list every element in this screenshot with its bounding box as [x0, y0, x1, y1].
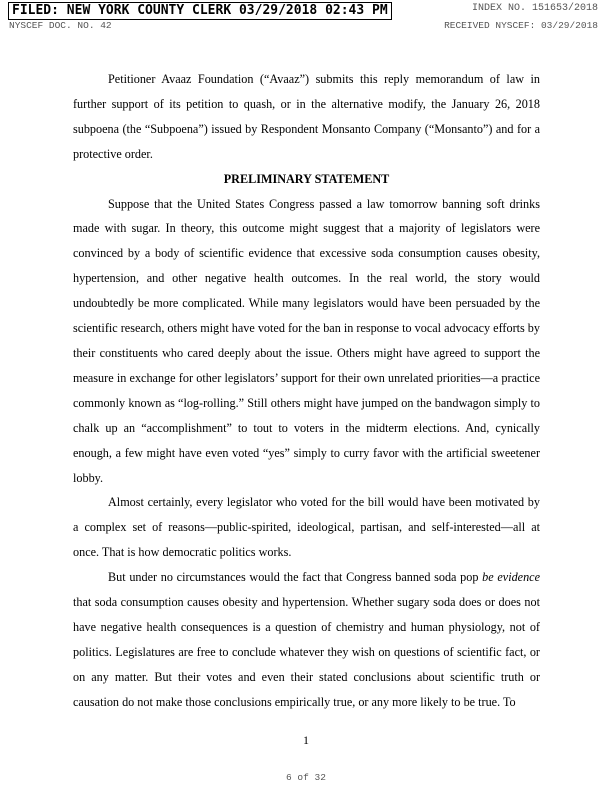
paragraph-3 — [73, 565, 540, 714]
index-number: INDEX NO. 151653/2018 — [471, 3, 598, 14]
page-footer: 6 of 32 — [286, 772, 326, 783]
paragraph-3-emphasis: be evidence — [482, 570, 541, 585]
paragraph-1: Suppose that the United States Congress passed a law tomorrow banning soft drinks made with sugar. In theory, this outcome might suggest that a majority of legislators were convinced by a body of scientific evidence that excessive soda consumption causes obesity, hypertension, and other negative health outcomes. In the real world, the story would undoubtedly be more complicated. While many legislators would have been persuaded by the scientific research, others might have voted for the ban in response to vocal advocacy efforts by their constituents who cared deeply about the issue. Others might have agreed to support the measure in exchange for other legislators’ support for their own unrelated priorities—a practice commonly known as “log-rolling.” Still others might have jumped on the bandwagon simply to chalk up an “accomplishment” to tout to voters in the midterm elections. And, cynically enough, a few might have even voted “yes” simply to curry favor with the artificial sweetener lobby. — [73, 196, 540, 485]
page-number: 1 — [303, 733, 309, 747]
paragraph-3-text-b: that soda consumption causes obesity and hypertension. Whether sugary soda does or does not have negative health consequences is a question of chemistry and human physiology, not of politics. Legislatures are free to conclude whatever they wish on questions of scientific fact, or on any matter. But their votes and even their stated conclusions about scientific truth or causation do not make those conclusions empirically true, or any more likely to be true. To — [73, 595, 540, 709]
paragraph-3-text-a: But under no circumstances would the fact that Congress banned soda pop — [108, 570, 483, 585]
document-body — [73, 67, 540, 715]
doc-number: NYSCEF DOC. NO. 42 — [9, 20, 112, 31]
received-date: RECEIVED NYSCEF: 03/29/2018 — [444, 20, 598, 31]
intro-paragraph: Petitioner Avaaz Foundation (“Avaaz”) submits this reply memorandum of law in further support of its petition to quash, or in the alternative modify, the January 26, 2018 subpoena (the “Subpoena”) issued by Respondent Monsanto Company (“Monsanto”) and for a protective order. — [73, 72, 540, 161]
filed-stamp: FILED: NEW YORK COUNTY CLERK 03/29/2018 02:43 PM — [8, 2, 392, 20]
paragraph-2: Almost certainly, every legislator who voted for the bill would have been motivated by a complex set of reasons—public-spirited, ideological, partisan, and self-interested—all at once. That is how democratic politics works. — [73, 495, 540, 560]
section-heading: PRELIMINARY STATEMENT — [223, 171, 390, 186]
